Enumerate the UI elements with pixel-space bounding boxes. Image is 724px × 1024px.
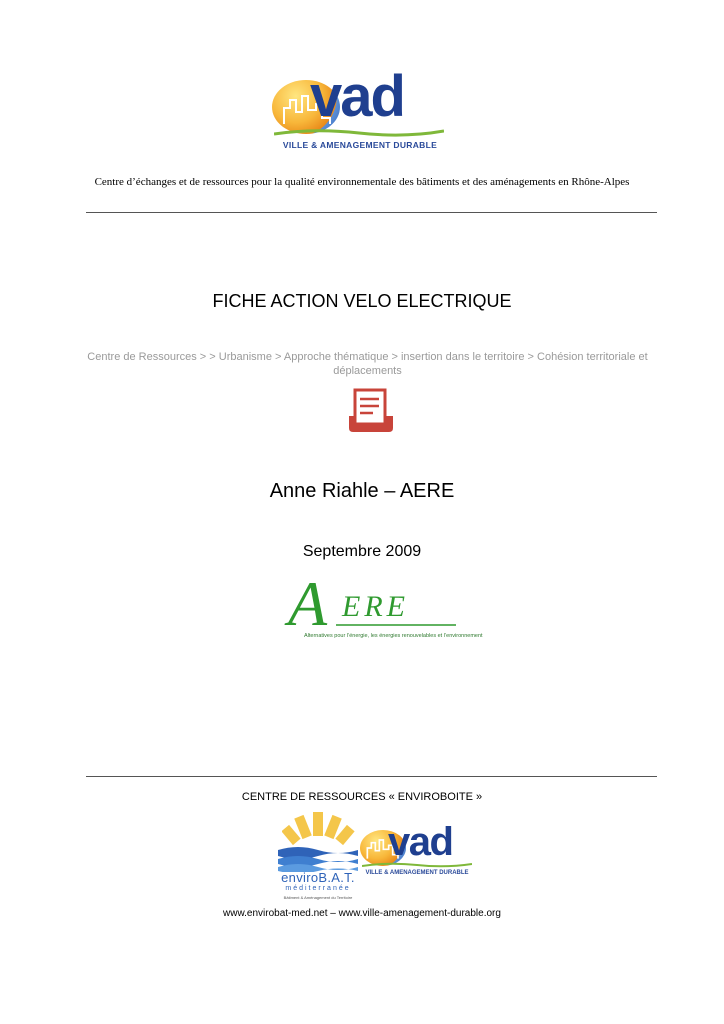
vad-small-tagline: VILLE & AMENAGEMENT DURABLE	[365, 870, 469, 876]
vad-small-wave-decoration	[362, 862, 472, 869]
document-icon	[345, 386, 397, 434]
document-title: FICHE ACTION VELO ELECTRIQUE	[212, 291, 512, 311]
envirobat-subtitle: Bâtiment & Aménagement du Territoire	[283, 895, 353, 900]
vad-logo-small	[358, 820, 474, 886]
breadcrumb: Centre de Ressources > > Urbanisme > Approche thématique > insertion dans le territoire > Cohésion territoriale et déplacements	[87, 351, 648, 377]
vad-logo	[268, 64, 446, 154]
footer-divider	[86, 776, 657, 777]
envirobat-region: méditerranée	[285, 885, 351, 892]
centre-label: CENTRE DE RESSOURCES « ENVIROBOITE »	[241, 791, 483, 803]
sun-rays-icon	[282, 810, 358, 850]
document-author: Anne Riahle – AERE	[269, 480, 455, 502]
intro-text: Centre d’échanges et de ressources pour la qualité environnementale des bâtiments et des aménagements en Rhône-Alpes	[94, 176, 630, 188]
aere-logo-letters: ERE	[342, 590, 409, 623]
aere-logo-big-letter: A	[288, 568, 328, 639]
vad-logo-word: vad	[310, 64, 404, 129]
vad-small-word: vad	[388, 820, 453, 864]
aere-logo-subtitle: Alternatives pour l’énergie, les énergies renouvelables et l’environnement	[304, 633, 483, 639]
envirobat-name: enviroB.A.T.	[281, 870, 355, 885]
water-waves-icon	[278, 846, 358, 872]
header-divider	[86, 212, 657, 213]
aere-underline	[336, 623, 456, 627]
vad-logo-tagline: VILLE & AMENAGEMENT DURABLE	[282, 140, 438, 150]
document-date: Septembre 2009	[302, 543, 422, 560]
envirobat-logo	[276, 810, 360, 906]
footer-links[interactable]: www.envirobat-med.net – www.ville-amenagement-durable.org	[223, 908, 501, 919]
aere-logo	[286, 568, 483, 648]
vad-wave-decoration	[274, 128, 444, 138]
